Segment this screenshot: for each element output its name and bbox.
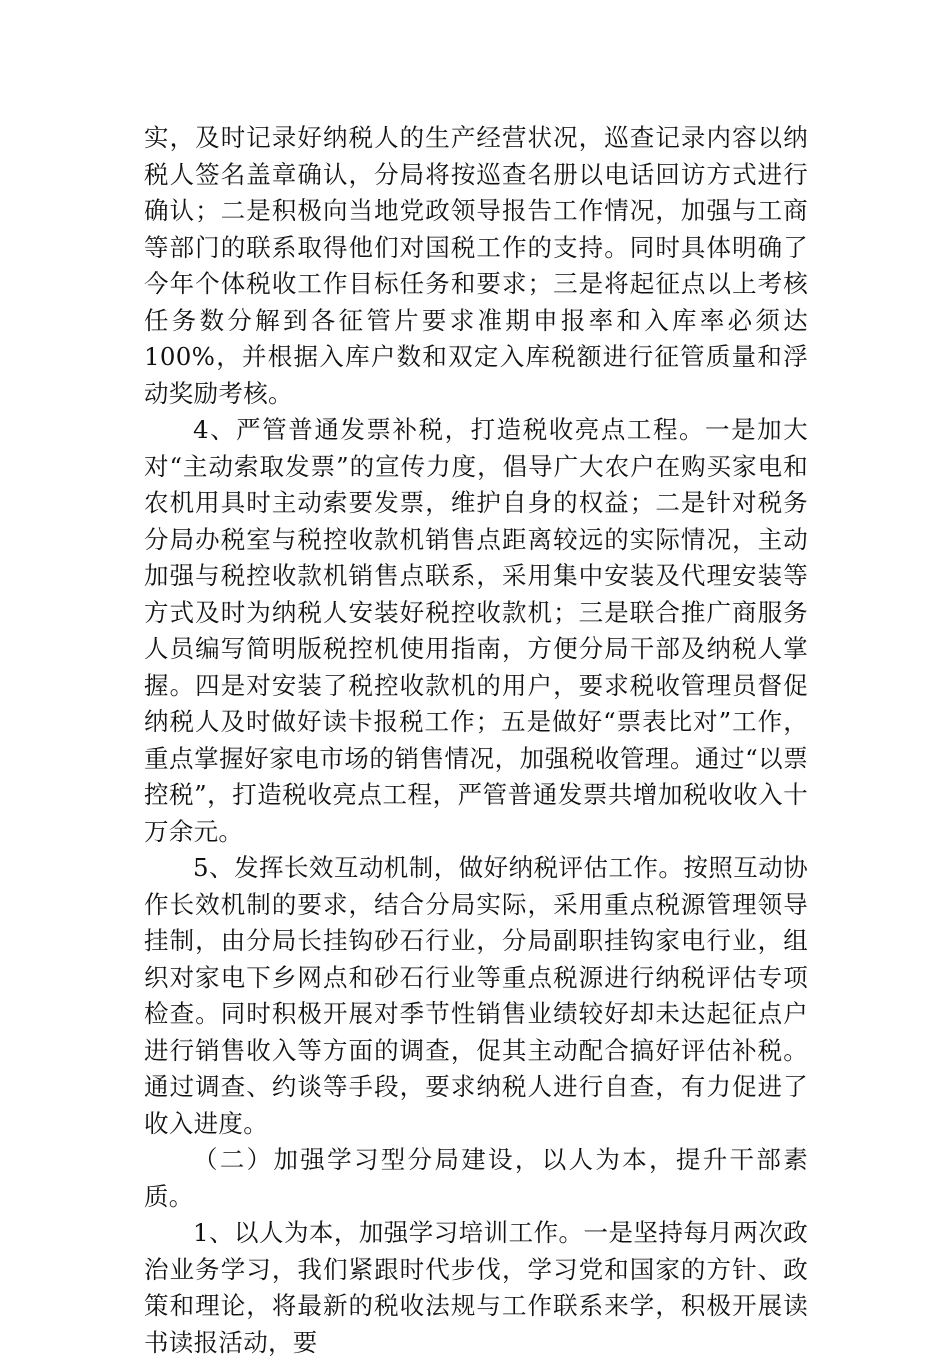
document-body xyxy=(144,120,808,1361)
paragraph-item-5: 5、发挥长效互动机制，做好纳税评估工作。按照互动协作长效机制的要求，结合分局实际，采用重点税源管理领导挂制，由分局长挂钩砂石行业，分局副职挂钩家电行业，组织对家电下乡网点和砂石行业等重点税源进行纳税评估专项检查。同时积极开展对季节性销售业绩较好却未达起征点户进行销售收入等方面的调查，促其主动配合搞好评估补税。通过调查、约谈等手段，要求纳税人进行自查，有力促进了收入进度。 xyxy=(144,853,808,1138)
paragraph-item-4: 4、严管普通发票补税，打造税收亮点工程。一是加大对“主动索取发票”的宣传力度，倡导广大农户在购买家电和农机用具时主动索要发票，维护自身的权益；二是针对税务分局办税室与税控收款机销售点距离较远的实际情况，主动加强与税控收款机销售点联系，采用集中安装及代理安装等方式及时为纳税人安装好税控收款机；三是联合推广商服务人员编写简明版税控机使用指南，方便分局干部及纳税人掌握。四是对安装了税控收款机的用户，要求税收管理员督促纳税人及时做好读卡报税工作；五是做好“票表比对”工作，重点掌握好家电市场的销售情况，加强税收管理。通过“以票控税”，打造税收亮点工程，严管普通发票共增加税收收入十万余元。 xyxy=(144,415,808,846)
paragraph-item-1: 1、以人为本，加强学习培训工作。一是坚持每月两次政治业务学习，我们紧跟时代步伐，学习党和国家的方针、政策和理论，将最新的税收法规与工作联系来学，积极开展读书读报活动，要 xyxy=(144,1218,808,1357)
paragraph-continued: 实，及时记录好纳税人的生产经营状况，巡查记录内容以纳税人签名盖章确认，分局将按巡查名册以电话回访方式进行确认；二是积极向当地党政领导报告工作情况，加强与工商等部门的联系取得他们对国税工作的支持。同时具体明确了今年个体税收工作目标任务和要求；三是将起征点以上考核任务数分解到各征管片要求准期申报率和入库率必须达100%，并根据入库户数和双定入库税额进行征管质量和浮动奖励考核。 xyxy=(144,123,808,408)
section-heading-2: （二）加强学习型分局建设，以人为本，提升干部素质。 xyxy=(144,1145,808,1211)
